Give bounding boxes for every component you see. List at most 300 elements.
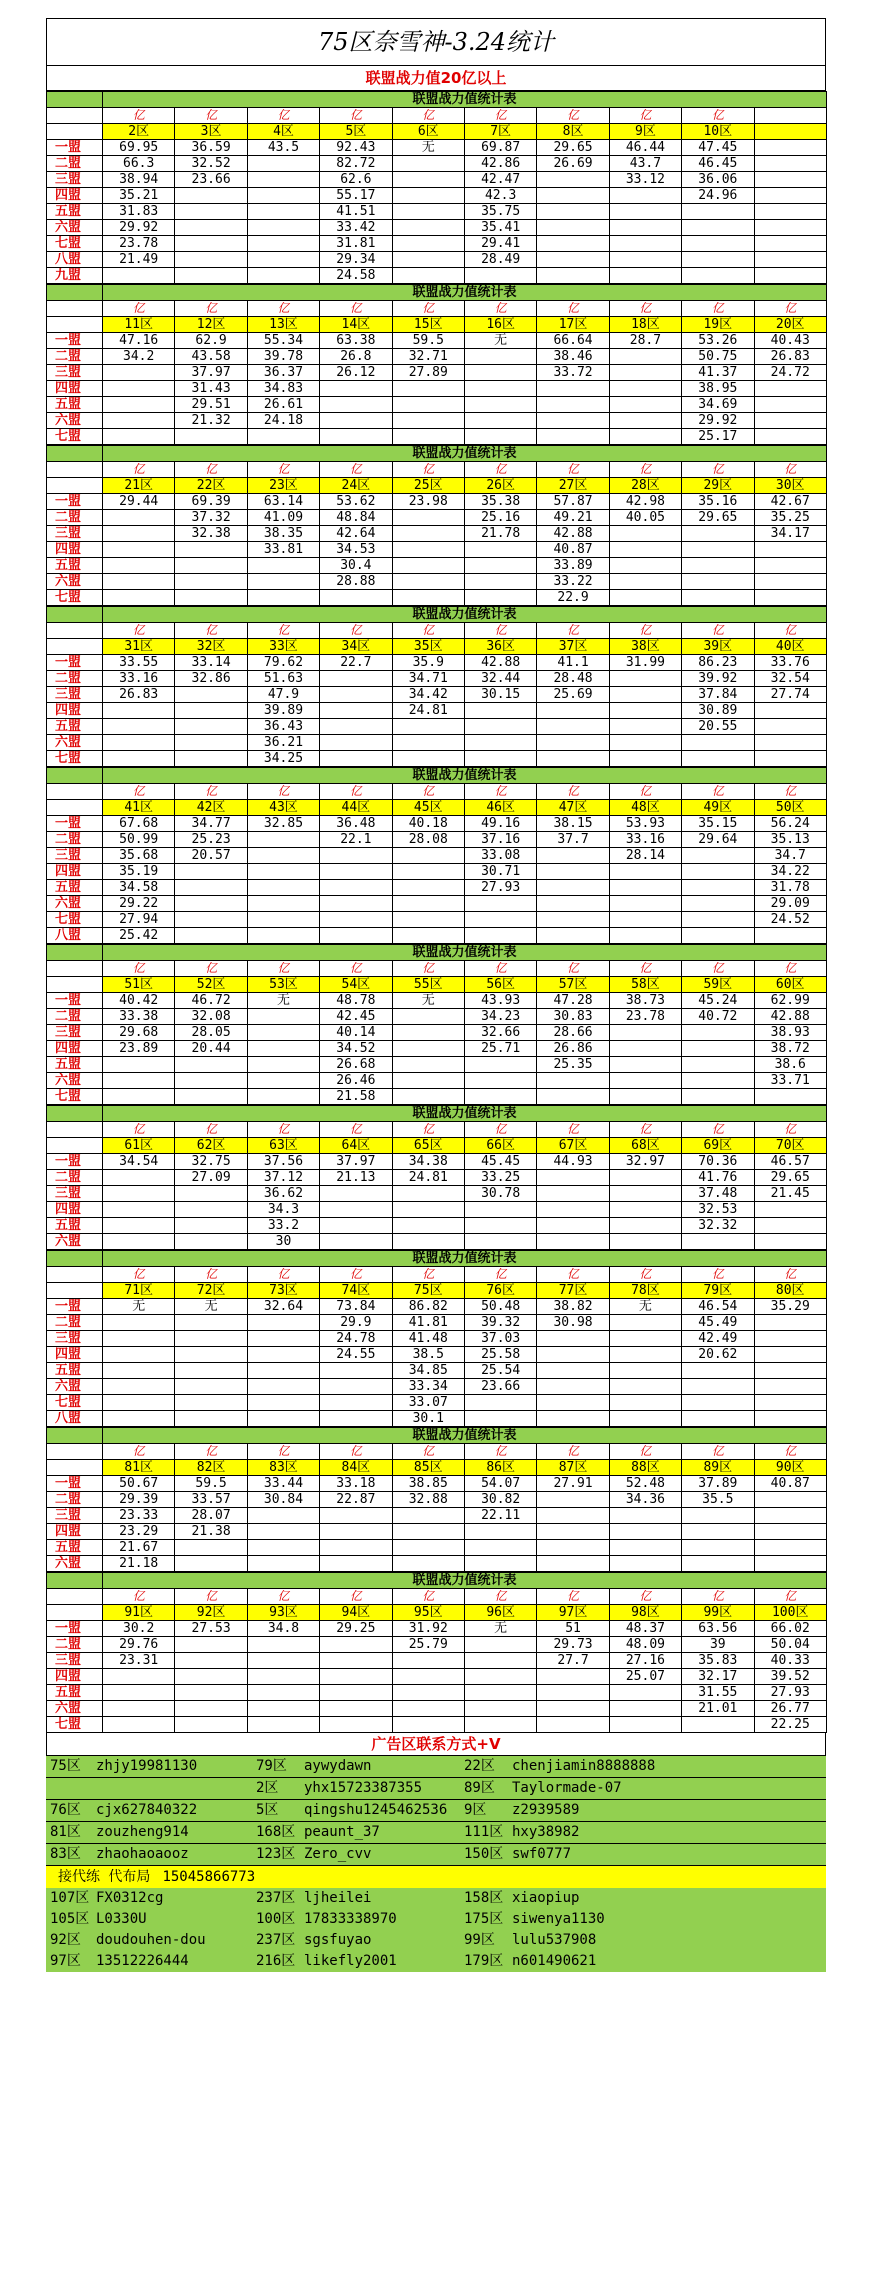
zone-header: 76区: [464, 1283, 536, 1299]
value-cell: [609, 719, 681, 735]
value-cell: [754, 1492, 826, 1508]
value-cell: [103, 1347, 175, 1363]
value-cell: [537, 1492, 609, 1508]
alliance-label: 六盟: [47, 220, 103, 236]
value-cell: [247, 1556, 319, 1572]
unit-row: [47, 961, 827, 977]
ad-contact: n601490621: [512, 1953, 597, 1969]
value-cell: [392, 1701, 464, 1717]
value-cell: [247, 590, 319, 606]
alliance-label: 五盟: [47, 1057, 103, 1073]
value-cell: 33.14: [175, 655, 247, 671]
value-cell: 79.62: [247, 655, 319, 671]
zone-header: 94区: [320, 1605, 392, 1621]
value-cell: 38.35: [247, 526, 319, 542]
value-cell: [247, 896, 319, 912]
value-cell: [609, 220, 681, 236]
value-cell: [320, 1524, 392, 1540]
alliance-row: [47, 928, 827, 944]
value-cell: 25.54: [464, 1363, 536, 1379]
alliance-label: 三盟: [47, 365, 103, 381]
value-cell: [247, 848, 319, 864]
alliance-label: 三盟: [47, 1331, 103, 1347]
zone-header: 75区: [392, 1283, 464, 1299]
zone-header: 73区: [247, 1283, 319, 1299]
value-cell: 38.72: [754, 1041, 826, 1057]
value-cell: 21.45: [754, 1186, 826, 1202]
value-cell: [320, 590, 392, 606]
value-cell: 36.59: [175, 140, 247, 156]
value-cell: 35.41: [464, 220, 536, 236]
value-cell: [754, 204, 826, 220]
value-cell: 28.48: [537, 671, 609, 687]
value-cell: [754, 1218, 826, 1234]
alliance-label: 六盟: [47, 1556, 103, 1572]
unit-label: 亿: [464, 108, 536, 124]
zone-header: 70区: [754, 1138, 826, 1154]
unit-spacer: [47, 961, 103, 977]
value-cell: 63.38: [320, 333, 392, 349]
value-cell: [392, 429, 464, 445]
zone-header: 60区: [754, 977, 826, 993]
zone-header: 17区: [537, 317, 609, 333]
zone-header: 21区: [103, 478, 175, 494]
value-cell: 33.55: [103, 655, 175, 671]
value-cell: [175, 558, 247, 574]
value-cell: [609, 1379, 681, 1395]
ad-contact: doudouhen-dou: [96, 1932, 206, 1948]
unit-label: 亿: [247, 1444, 319, 1460]
zone-header: 33区: [247, 639, 319, 655]
value-cell: [682, 252, 754, 268]
zone-header: 55区: [392, 977, 464, 993]
value-cell: [537, 268, 609, 284]
value-cell: [537, 864, 609, 880]
zone-header: 58区: [609, 977, 681, 993]
alliance-row: [47, 912, 827, 928]
header-spacer: [47, 768, 103, 784]
unit-label: 亿: [754, 1444, 826, 1460]
zone-header: 89区: [682, 1460, 754, 1476]
value-cell: [103, 1379, 175, 1395]
value-cell: 32.86: [175, 671, 247, 687]
value-cell: [464, 896, 536, 912]
unit-label: 亿: [609, 108, 681, 124]
value-cell: [320, 413, 392, 429]
value-cell: [175, 1315, 247, 1331]
zone-header: 92区: [175, 1605, 247, 1621]
value-cell: [754, 1508, 826, 1524]
value-cell: [320, 1186, 392, 1202]
value-cell: [320, 1540, 392, 1556]
ad-contact: aywydawn: [304, 1758, 372, 1774]
value-cell: [754, 1524, 826, 1540]
value-cell: 40.42: [103, 993, 175, 1009]
value-cell: [175, 735, 247, 751]
value-cell: 22.9: [537, 590, 609, 606]
value-cell: [609, 1508, 681, 1524]
section-header-row: [47, 446, 827, 462]
value-cell: [537, 719, 609, 735]
value-cell: [392, 848, 464, 864]
value-cell: 29.51: [175, 397, 247, 413]
value-cell: [175, 1347, 247, 1363]
zone-header: 59区: [682, 977, 754, 993]
alliance-label: 四盟: [47, 703, 103, 719]
value-cell: 34.3: [247, 1202, 319, 1218]
value-cell: [392, 558, 464, 574]
zone-header: 45区: [392, 800, 464, 816]
ad-zone: 237区: [256, 1890, 296, 1906]
value-cell: [609, 703, 681, 719]
alliance-row: [47, 816, 827, 832]
unit-label: 亿: [464, 1589, 536, 1605]
value-cell: 33.08: [464, 848, 536, 864]
alliance-row: [47, 1299, 827, 1315]
value-cell: [682, 880, 754, 896]
ad-zone: 158区: [464, 1890, 504, 1906]
zone-header: 83区: [247, 1460, 319, 1476]
zone-header: 2区: [103, 124, 175, 140]
value-cell: 29.34: [320, 252, 392, 268]
value-cell: 32.44: [464, 671, 536, 687]
value-cell: 25.35: [537, 1057, 609, 1073]
value-cell: [464, 1073, 536, 1089]
value-cell: 55.17: [320, 188, 392, 204]
value-cell: 49.16: [464, 816, 536, 832]
value-cell: 23.89: [103, 1041, 175, 1057]
zone-header: 61区: [103, 1138, 175, 1154]
value-cell: [392, 574, 464, 590]
alliance-row: [47, 1057, 827, 1073]
value-cell: 30.1: [392, 1411, 464, 1427]
zone-header: 81区: [103, 1460, 175, 1476]
value-cell: [103, 1170, 175, 1186]
value-cell: 43.93: [464, 993, 536, 1009]
zone-header: 24区: [320, 478, 392, 494]
value-cell: [175, 542, 247, 558]
ad-zone: 175区: [464, 1911, 504, 1927]
value-cell: 33.72: [537, 365, 609, 381]
value-cell: [175, 1331, 247, 1347]
value-cell: [320, 687, 392, 703]
value-cell: [464, 268, 536, 284]
value-cell: [609, 236, 681, 252]
value-cell: 无: [464, 1621, 536, 1637]
value-cell: [320, 735, 392, 751]
value-cell: [247, 1041, 319, 1057]
value-cell: [320, 703, 392, 719]
value-cell: 25.79: [392, 1637, 464, 1653]
unit-label: 亿: [537, 1267, 609, 1283]
value-cell: [754, 1234, 826, 1250]
value-cell: 34.71: [392, 671, 464, 687]
value-cell: [609, 204, 681, 220]
unit-label: 亿: [682, 961, 754, 977]
value-cell: 28.49: [464, 252, 536, 268]
alliance-label: 七盟: [47, 751, 103, 767]
unit-spacer: [47, 1589, 103, 1605]
ad-row: [46, 1822, 826, 1844]
value-cell: [537, 1524, 609, 1540]
value-cell: [247, 1089, 319, 1105]
value-cell: 35.15: [682, 816, 754, 832]
unit-label: 亿: [464, 1122, 536, 1138]
value-cell: 23.29: [103, 1524, 175, 1540]
alliance-row: [47, 1234, 827, 1250]
value-cell: [537, 1669, 609, 1685]
value-cell: [175, 1411, 247, 1427]
value-cell: 23.78: [609, 1009, 681, 1025]
unit-label: 亿: [682, 1267, 754, 1283]
zone-spacer: [47, 977, 103, 993]
section-title: 联盟战力值统计表: [103, 1106, 827, 1122]
value-cell: [392, 751, 464, 767]
alliance-label: 八盟: [47, 252, 103, 268]
zone-header: 13区: [247, 317, 319, 333]
value-cell: 34.77: [175, 816, 247, 832]
value-cell: 21.01: [682, 1701, 754, 1717]
unit-label: 亿: [247, 1122, 319, 1138]
value-cell: 37.97: [175, 365, 247, 381]
value-cell: 23.78: [103, 236, 175, 252]
value-cell: 29.65: [754, 1170, 826, 1186]
value-cell: [609, 590, 681, 606]
alliance-label: 七盟: [47, 912, 103, 928]
alliance-label: 六盟: [47, 735, 103, 751]
value-cell: [464, 1556, 536, 1572]
value-cell: [609, 735, 681, 751]
alliance-label: 一盟: [47, 655, 103, 671]
value-cell: 47.45: [682, 140, 754, 156]
ad-contact: peaunt_37: [304, 1824, 380, 1840]
value-cell: 50.48: [464, 1299, 536, 1315]
ads-title: 广告区联系方式+V: [46, 1733, 826, 1756]
value-cell: [175, 429, 247, 445]
value-cell: 30.4: [320, 558, 392, 574]
value-cell: [754, 928, 826, 944]
value-cell: [537, 751, 609, 767]
value-cell: 46.72: [175, 993, 247, 1009]
zone-header: 48区: [609, 800, 681, 816]
zone-header: 63区: [247, 1138, 319, 1154]
value-cell: [754, 220, 826, 236]
unit-label: 亿: [537, 623, 609, 639]
value-cell: 24.72: [754, 365, 826, 381]
unit-label: 亿: [320, 462, 392, 478]
value-cell: 70.36: [682, 1154, 754, 1170]
value-cell: 38.5: [392, 1347, 464, 1363]
ad-row: [46, 1951, 826, 1972]
value-cell: [464, 735, 536, 751]
value-cell: [609, 526, 681, 542]
unit-label: 亿: [392, 462, 464, 478]
ad-zone: 99区: [464, 1932, 495, 1948]
value-cell: 53.26: [682, 333, 754, 349]
value-cell: 27.91: [537, 1476, 609, 1492]
value-cell: [175, 1653, 247, 1669]
header-spacer: [47, 446, 103, 462]
value-cell: [247, 252, 319, 268]
value-cell: [247, 172, 319, 188]
zone-header: 38区: [609, 639, 681, 655]
ad-contact: siwenya1130: [512, 1911, 605, 1927]
value-cell: [609, 349, 681, 365]
unit-label: 亿: [320, 108, 392, 124]
unit-row: [47, 301, 827, 317]
value-cell: 39: [682, 1637, 754, 1653]
value-cell: 20.57: [175, 848, 247, 864]
alliance-row: [47, 1701, 827, 1717]
value-cell: [754, 172, 826, 188]
value-cell: 27.93: [464, 880, 536, 896]
value-cell: [320, 671, 392, 687]
ad-row: [46, 1909, 826, 1930]
value-cell: [103, 1717, 175, 1733]
zone-spacer: [47, 800, 103, 816]
value-cell: [392, 1669, 464, 1685]
value-cell: [247, 928, 319, 944]
zone-header: 79区: [682, 1283, 754, 1299]
ad-contact: FX0312cg: [96, 1890, 164, 1906]
value-cell: [609, 1186, 681, 1202]
value-cell: [609, 1685, 681, 1701]
value-cell: 30.82: [464, 1492, 536, 1508]
value-cell: [392, 1508, 464, 1524]
value-cell: 28.66: [537, 1025, 609, 1041]
value-cell: [175, 1701, 247, 1717]
value-cell: [609, 1347, 681, 1363]
value-cell: [682, 1041, 754, 1057]
ad-row: [46, 1930, 826, 1951]
alliance-row: [47, 703, 827, 719]
section-header-row: [47, 768, 827, 784]
value-cell: 48.09: [609, 1637, 681, 1653]
unit-label: 亿: [392, 623, 464, 639]
unit-label: 亿: [392, 108, 464, 124]
value-cell: [320, 1685, 392, 1701]
zone-header: 27区: [537, 478, 609, 494]
zone-spacer: [47, 124, 103, 140]
zone-header: 50区: [754, 800, 826, 816]
value-cell: 32.64: [247, 1299, 319, 1315]
value-cell: 42.45: [320, 1009, 392, 1025]
unit-spacer: [47, 108, 103, 124]
ad-zone: 2区: [256, 1780, 279, 1796]
value-cell: [682, 751, 754, 767]
stats-sections: [46, 91, 826, 1733]
value-cell: 37.03: [464, 1331, 536, 1347]
zone-header: 88区: [609, 1460, 681, 1476]
value-cell: 无: [609, 1299, 681, 1315]
value-cell: 29.73: [537, 1637, 609, 1653]
alliance-label: 七盟: [47, 1089, 103, 1105]
value-cell: 33.57: [175, 1492, 247, 1508]
value-cell: 34.36: [609, 1492, 681, 1508]
value-cell: 48.84: [320, 510, 392, 526]
zone-header: 39区: [682, 639, 754, 655]
value-cell: [609, 365, 681, 381]
value-cell: [103, 397, 175, 413]
unit-label: 亿: [754, 1122, 826, 1138]
value-cell: [464, 1411, 536, 1427]
value-cell: 47.28: [537, 993, 609, 1009]
alliance-label: 七盟: [47, 1395, 103, 1411]
value-cell: 32.71: [392, 349, 464, 365]
header-spacer: [47, 945, 103, 961]
unit-label: 亿: [609, 462, 681, 478]
value-cell: [103, 1057, 175, 1073]
value-cell: [609, 1363, 681, 1379]
value-cell: 62.99: [754, 993, 826, 1009]
unit-label: 亿: [464, 623, 536, 639]
value-cell: [754, 542, 826, 558]
value-cell: [247, 1637, 319, 1653]
alliance-label: 二盟: [47, 510, 103, 526]
value-cell: 33.89: [537, 558, 609, 574]
alliance-row: [47, 1154, 827, 1170]
alliance-label: 三盟: [47, 1025, 103, 1041]
alliance-row: [47, 381, 827, 397]
value-cell: [175, 1540, 247, 1556]
value-cell: 34.2: [103, 349, 175, 365]
value-cell: 63.56: [682, 1621, 754, 1637]
agent-banner: [46, 1866, 826, 1888]
value-cell: [103, 1073, 175, 1089]
value-cell: [754, 252, 826, 268]
value-cell: [175, 1202, 247, 1218]
unit-row: [47, 108, 827, 124]
value-cell: 29.44: [103, 494, 175, 510]
alliance-row: [47, 1218, 827, 1234]
alliance-label: 五盟: [47, 397, 103, 413]
value-cell: [464, 1669, 536, 1685]
value-cell: 25.58: [464, 1347, 536, 1363]
value-cell: [609, 1331, 681, 1347]
value-cell: [464, 1234, 536, 1250]
value-cell: [175, 252, 247, 268]
section-header-row: [47, 1573, 827, 1589]
value-cell: [103, 1331, 175, 1347]
value-cell: 34.17: [754, 526, 826, 542]
value-cell: 28.08: [392, 832, 464, 848]
unit-label: 亿: [103, 108, 175, 124]
value-cell: [392, 1653, 464, 1669]
value-cell: 33.81: [247, 542, 319, 558]
unit-label: 亿: [754, 623, 826, 639]
value-cell: 25.16: [464, 510, 536, 526]
value-cell: 38.94: [103, 172, 175, 188]
unit-spacer: [47, 1122, 103, 1138]
value-cell: [754, 574, 826, 590]
value-cell: [320, 1218, 392, 1234]
unit-label: 亿: [464, 462, 536, 478]
unit-label: 亿: [175, 1589, 247, 1605]
zone-header: 43区: [247, 800, 319, 816]
value-cell: [247, 188, 319, 204]
zone-header: 6区: [392, 124, 464, 140]
alliance-label: 五盟: [47, 204, 103, 220]
value-cell: 35.38: [464, 494, 536, 510]
value-cell: [754, 735, 826, 751]
alliance-row: [47, 1669, 827, 1685]
value-cell: 24.58: [320, 268, 392, 284]
value-cell: [537, 1073, 609, 1089]
value-cell: [609, 1701, 681, 1717]
value-cell: 20.44: [175, 1041, 247, 1057]
value-cell: [392, 268, 464, 284]
value-cell: 41.76: [682, 1170, 754, 1186]
